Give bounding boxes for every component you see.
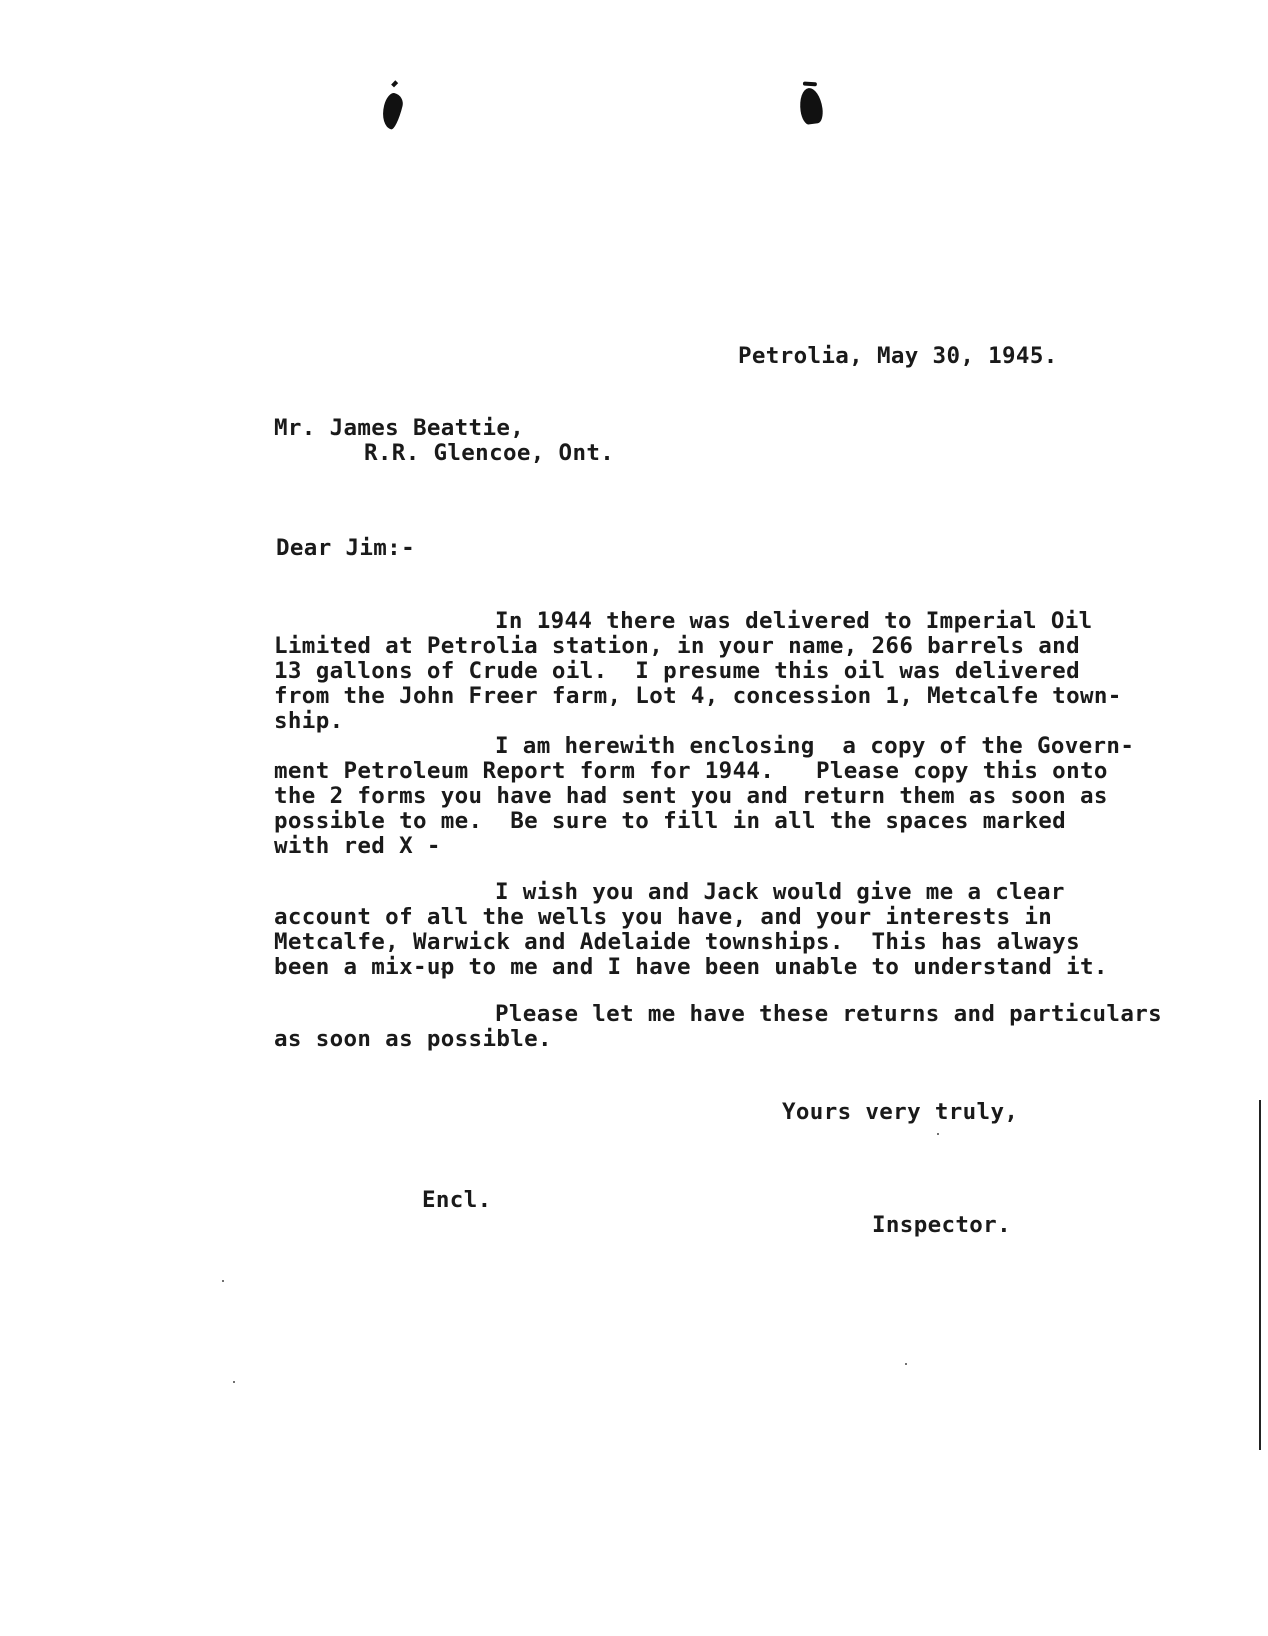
paragraph-line: 13 gallons of Crude oil. I presume this oil was delivered — [274, 658, 1080, 684]
paragraph-line: I wish you and Jack would give me a clear — [495, 879, 1065, 905]
paragraph-line: In 1944 there was delivered to Imperial Oil — [495, 608, 1093, 634]
punch-hole-mark-left — [379, 91, 405, 130]
paragraph-line: been a mix-up to me and I have been unable to understand it. — [274, 954, 1108, 980]
scan-speck — [222, 1280, 224, 1282]
recipient-address: R.R. Glencoe, Ont. — [364, 440, 615, 466]
scan-speck — [233, 1381, 235, 1383]
paragraph-line: ship. — [274, 708, 344, 734]
paragraph-line: Limited at Petrolia station, in your name, 266 barrels and — [274, 633, 1080, 659]
paragraph-line: possible to me. Be sure to fill in all the spaces marked — [274, 808, 1067, 834]
paragraph-line: Please let me have these returns and particulars — [495, 1001, 1163, 1027]
paragraph-line: from the John Freer farm, Lot 4, concession 1, Metcalfe town- — [274, 683, 1122, 709]
closing: Yours very truly, — [782, 1099, 1019, 1125]
salutation: Dear Jim:- — [276, 535, 415, 561]
paragraph-line: with red X - — [274, 833, 441, 859]
paragraph-line: account of all the wells you have, and your interests in — [274, 904, 1053, 930]
recipient-name: Mr. James Beattie, — [274, 415, 525, 441]
scan-speck — [937, 1133, 939, 1135]
paragraph-line: Metcalfe, Warwick and Adelaide townships. This has always — [274, 929, 1080, 955]
signature-title: Inspector. — [872, 1212, 1011, 1238]
paragraph-line: the 2 forms you have had sent you and return them as soon as — [274, 783, 1108, 809]
dateline: Petrolia, May 30, 1945. — [738, 343, 1058, 369]
punch-hole-mark-right — [798, 87, 825, 126]
paragraph-line: I am herewith enclosing a copy of the Govern- — [495, 733, 1135, 759]
enclosure-note: Encl. — [422, 1187, 492, 1213]
scan-speck — [905, 1363, 907, 1365]
scan-edge-line — [1259, 1100, 1261, 1450]
paragraph-line: ment Petroleum Report form for 1944. Please copy this onto — [274, 758, 1108, 784]
paragraph-line: as soon as possible. — [274, 1026, 552, 1052]
